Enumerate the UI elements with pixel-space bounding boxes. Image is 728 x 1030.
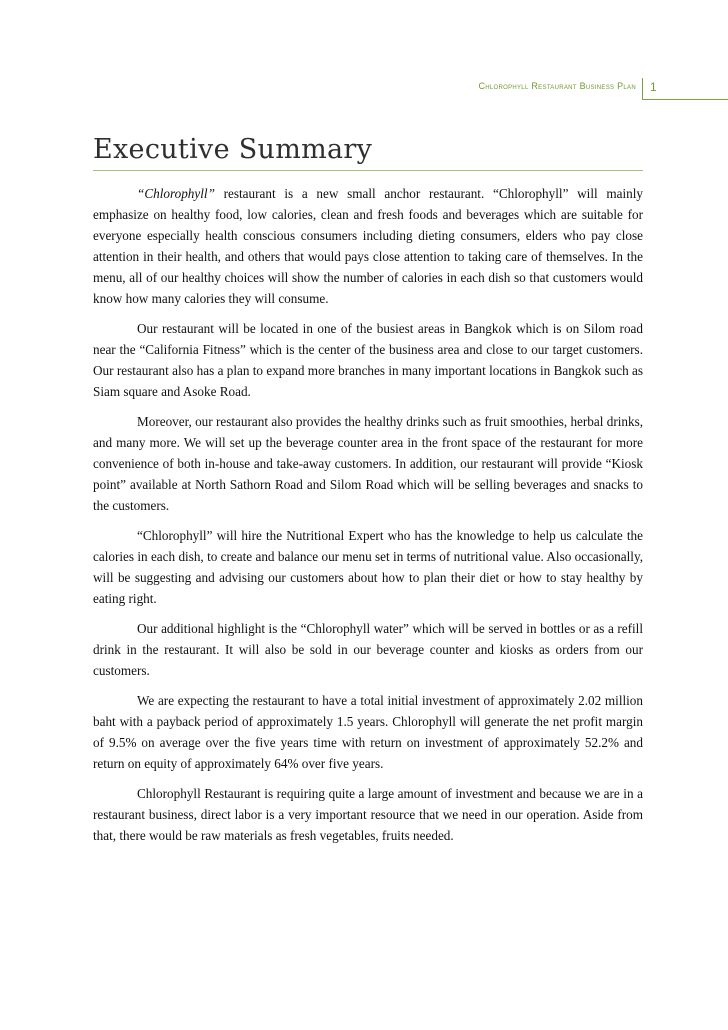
paragraph-chlorophyll-water: Our additional highlight is the “Chlorophyll water” which will be served in bottles or as a refill drink in the restaurant. It will also be sold in our beverage counter and kiosks as orders from our customers. <box>93 621 643 678</box>
section-title: Executive Summary <box>93 134 373 165</box>
header-title: Chlorophyll Restaurant Business Plan <box>478 81 636 91</box>
header-divider <box>642 78 643 100</box>
section-title-rule <box>93 170 643 171</box>
document-body <box>93 183 643 846</box>
paragraph-drinks: Moreover, our restaurant also provides the healthy drinks such as fruit smoothies, herbal drinks, and many more. We will set up the beverage counter area in the front space of the restaurant for more convenience of both in-house and take-away customers. In addition, our restaurant will provide “Kiosk point” available at North Sathorn Road and Silom Road which will be selling beverages and snacks to the customers. <box>93 414 643 513</box>
page-header <box>0 78 728 100</box>
paragraph-intro <box>93 183 643 309</box>
paragraph-location: Our restaurant will be located in one of the busiest areas in Bangkok which is on Silom road near the “California Fitness” which is the center of the business area and close to our target customers. Our restaurant also has a plan to expand more branches in many important locations in Bangkok such as Siam square and Asoke Road. <box>93 321 643 399</box>
paragraph-intro-lead: “Chlorophyll” <box>137 186 215 201</box>
paragraph-intro-text: restaurant is a new small anchor restaurant. “Chlorophyll” will mainly emphasize on healthy food, low calories, clean and fresh foods and beverages which are suitable for everyone especially health conscious consumers including dieting consumers, elders who pay close attention in their health, and others that would pays close attention to taking care of themselves. In the menu, all of our healthy choices will show the number of calories in each dish so that customers would know how many calories they will consume. <box>93 186 643 306</box>
paragraph-nutrition-expert: “Chlorophyll” will hire the Nutritional Expert who has the knowledge to help us calculate the calories in each dish, to create and balance our menu set in terms of nutritional value. Also occasionally, will be suggesting and advising our customers about how to plan their diet or how to stay healthy by eating right. <box>93 528 643 606</box>
paragraph-investment: We are expecting the restaurant to have a total initial investment of approximately 2.02 million baht with a payback period of approximately 1.5 years. Chlorophyll will generate the net profit margin of 9.5% on average over the five years time with return on investment of approximately 52.2% and return on equity of approximately 64% over five years. <box>93 693 643 771</box>
header-underline <box>642 99 728 100</box>
paragraph-resources: Chlorophyll Restaurant is requiring quite a large amount of investment and because we are in a restaurant business, direct labor is a very important resource that we need in our operation. Aside from that, there would be raw materials as fresh vegetables, fruits needed. <box>93 786 643 843</box>
page-number: 1 <box>650 80 657 94</box>
